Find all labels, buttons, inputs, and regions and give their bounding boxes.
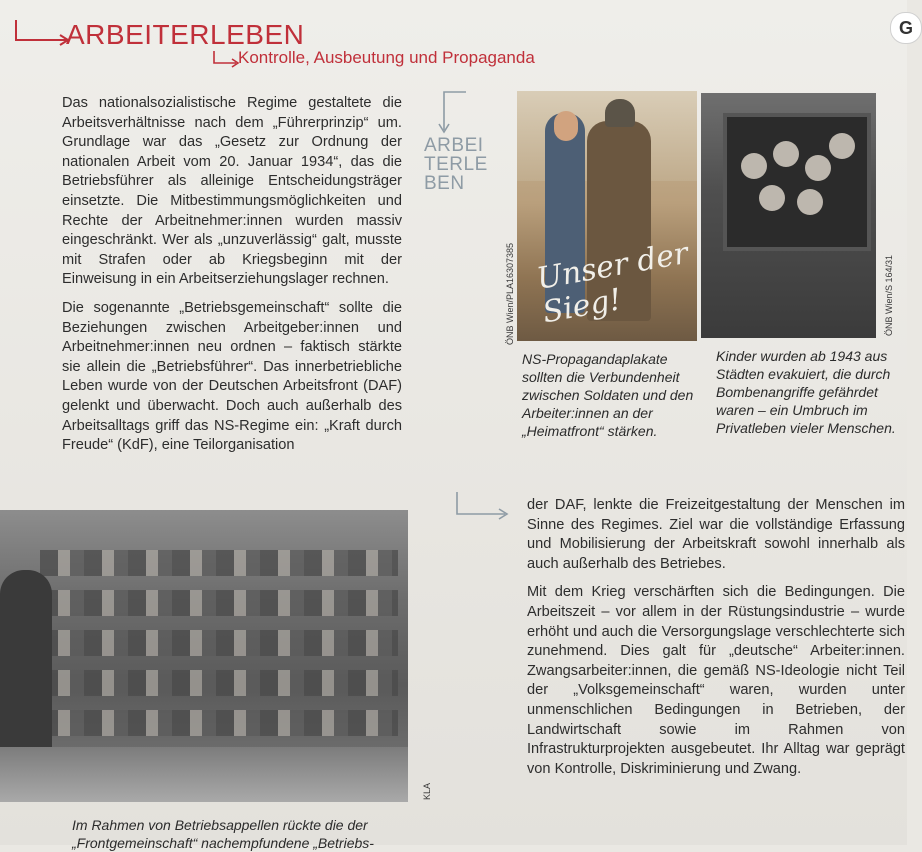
poster-caption: NS-Propagandaplakate sollten die Verbundenheit zwischen Soldaten und den Arbeiter:innen an der „Heimatfront“ stärken. <box>522 351 694 439</box>
propaganda-poster-image <box>517 91 697 341</box>
workers-assembly-image <box>0 510 408 802</box>
paragraph: Die sogenannte „Betriebsgemeinschaft“ sollte die Beziehungen zwischen Arbeitgeber:innen und Arbeitnehmer:innen neu ordnen – faktisch stärkte sie allein die „Betriebsführer“. Das innerbetriebliche Leben wurde von der Deutschen Arbeitsfront (DAF) gelenkt und überwacht. Doch auch außerhalb des Arbeitsalltags griff das NS-Regime ein: „Kraft durch Freude“ (KdF), eine Teilorganisation <box>62 299 402 454</box>
page-title: ARBEITERLEBEN <box>66 19 305 50</box>
text-column-right <box>527 496 905 788</box>
page-subtitle: Kontrolle, Ausbeutung und Propaganda <box>238 48 535 67</box>
paragraph: der DAF, lenkte die Freizeitgestaltung der Menschen im Sinne des Regimes. Ziel war die vollständige Erfassung und Mobilisierung der Arbeitskraft sowohl innerhalb als auch außerhalb des Betriebes. <box>527 497 905 572</box>
google-g-icon: G <box>899 18 914 38</box>
poster-credit: ÖNB Wien/PLA16307385 <box>505 242 515 345</box>
section-marker <box>424 136 488 193</box>
children-photo-credit: ÖNB Wien/S 164/31 <box>884 254 894 336</box>
title-arrow-icon <box>14 18 74 48</box>
poster-slogan: Unser der Sieg! <box>534 235 691 331</box>
marker-arrow-icon <box>434 90 474 136</box>
marker-line: TERLE <box>424 154 488 175</box>
continuation-arrow-icon <box>455 490 515 524</box>
children-caption: Kinder wurden ab 1943 aus Städten evakuiert, die durch Bombenangriffe gefährdet waren – ein Umbruch im Privatleben vieler Menschen. <box>716 348 896 436</box>
paragraph: Mit dem Krieg verschärften sich die Bedingungen. Die Arbeitszeit – vor allem in der Rüstungsindustrie – wurde erhöht und auch die Versorgungslage verschlechterte sich zunehmend. Dies galt für „deutsche“ Arbeiter:innen. Zwangsarbeiter:innen, die gemäß NS-Ideologie nicht Teil der „Volksgemeinschaft“ waren, wurden unter unmenschlichen Bedingungen in Betrieben, der Landwirtschaft sowie im Rahmen von Infrastrukturprojekten ausgebeutet. Ihr Alltag war geprägt von Kontrolle, Diskriminierung und Zwang. <box>527 584 905 777</box>
workers-caption: Im Rahmen von Betriebsappellen rückte die der „Frontgemeinschaft“ nachempfundene „Betriebs- <box>72 817 374 851</box>
google-lens-button[interactable] <box>890 12 922 44</box>
marker-line: ARBEI <box>424 135 484 156</box>
text-column-left <box>62 94 402 465</box>
workers-photo-credit: KLA <box>422 782 432 800</box>
evacuated-children-image <box>701 93 876 338</box>
paragraph: Das nationalsozialistische Regime gestaltete die Arbeitsverhältnisse nach dem „Führerprinzip“ um. Grundlage war das „Gesetz zur Ordnung der nationalen Arbeit vom 20. Januar 1934“, das die Betriebsführer als alleinige Entscheidungsträger einsetzte. Die Mitbestimmungsmöglichkeiten und Rechte der Arbeitnehmer:innen wurden massiv eingeschränkt. Wer als „unzuverlässig“ galt, musste mit Strafen oder ab Kriegsbeginn mit der Einweisung in ein Arbeitserziehungslager rechnen. <box>62 95 402 288</box>
marker-line: BEN <box>424 173 465 194</box>
